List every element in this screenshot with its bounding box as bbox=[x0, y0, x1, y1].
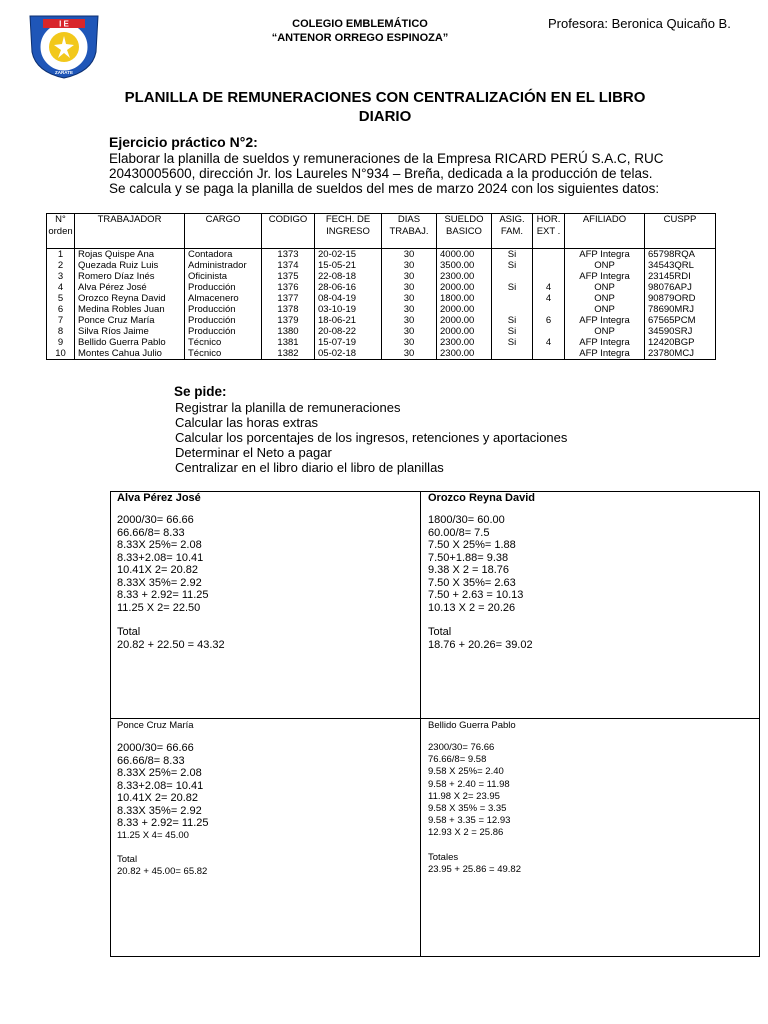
table-cell: Producción bbox=[185, 315, 262, 326]
table-cell: ONP bbox=[565, 293, 645, 304]
table-cell bbox=[533, 260, 565, 271]
table-row bbox=[47, 293, 716, 304]
table-cell: Contadora bbox=[185, 249, 262, 261]
table-cell: ONP bbox=[565, 260, 645, 271]
table-cell: 30 bbox=[382, 337, 437, 348]
calc-line: 8.33X 25%= 2.08 bbox=[117, 767, 202, 779]
table-cell: Si bbox=[492, 260, 533, 271]
table-cell: 23780MCJ bbox=[645, 348, 716, 360]
requirements-heading: Se pide: bbox=[174, 384, 227, 399]
column-header: CARGO bbox=[185, 214, 262, 249]
calc-worker-name: Alva Pérez José bbox=[117, 492, 201, 504]
table-cell: 4000.00 bbox=[437, 249, 492, 261]
table-row bbox=[47, 271, 716, 282]
calc-line: 7.50 X 35%= 2.63 bbox=[428, 576, 516, 589]
table-cell: Técnico bbox=[185, 348, 262, 360]
calc-line: 9.38 X 2 = 18.76 bbox=[428, 564, 510, 576]
column-header: ASIG. FAM. bbox=[492, 214, 533, 249]
table-cell: 98076APJ bbox=[645, 282, 716, 293]
table-cell bbox=[533, 348, 565, 360]
table-cell: 4 bbox=[47, 282, 75, 293]
table-cell: 1373 bbox=[262, 249, 315, 261]
grid-divider-horizontal bbox=[110, 718, 760, 719]
calc-line: 10.41X 2= 20.82 bbox=[117, 792, 199, 804]
table-cell: 67565PCM bbox=[645, 315, 716, 326]
table-cell: 1381 bbox=[262, 337, 315, 348]
column-header: SUELDO BASICO bbox=[437, 214, 492, 249]
exercise-line: Se calcula y se paga la planilla de sueldos del mes de marzo 2024 con los siguientes datos: bbox=[109, 181, 660, 196]
table-row bbox=[47, 304, 716, 315]
table-cell: ONP bbox=[565, 304, 645, 315]
table-cell: 10 bbox=[47, 348, 75, 360]
table-cell: 2000.00 bbox=[437, 315, 492, 326]
table-cell: 03-10-19 bbox=[315, 304, 382, 315]
table-cell: AFP Integra bbox=[565, 315, 645, 326]
table-cell: Si bbox=[492, 337, 533, 348]
table-cell: 23145RDI bbox=[645, 271, 716, 282]
table-cell: 30 bbox=[382, 304, 437, 315]
calc-box-bellido bbox=[428, 720, 521, 876]
calc-worker-name: Orozco Reyna David bbox=[428, 492, 535, 504]
calc-total-label: Total bbox=[117, 626, 141, 638]
calc-line: 8.33X 25%= 2.08 bbox=[117, 539, 202, 551]
table-cell: Medina Robles Juan bbox=[75, 304, 185, 315]
calc-line: 8.33 + 2.92= 11.25 bbox=[117, 817, 209, 829]
table-cell bbox=[492, 348, 533, 360]
school-logo bbox=[26, 12, 102, 80]
calc-line: 11.25 X 2= 22.50 bbox=[117, 601, 201, 614]
table-cell: 1378 bbox=[262, 304, 315, 315]
table-cell: Si bbox=[492, 249, 533, 261]
table-cell: 8 bbox=[47, 326, 75, 337]
column-header: TRABAJADOR bbox=[75, 214, 185, 249]
calc-line: 2000/30= 66.66 bbox=[117, 742, 194, 754]
table-cell: 20-08-22 bbox=[315, 326, 382, 337]
calc-line: 7.50+1.88= 9.38 bbox=[428, 551, 509, 564]
table-cell: Almacenero bbox=[185, 293, 262, 304]
calc-box-alva bbox=[117, 492, 225, 651]
calc-box-orozco bbox=[428, 492, 535, 651]
table-cell: 30 bbox=[382, 315, 437, 326]
calc-total: 20.82 + 22.50 = 43.32 bbox=[117, 638, 225, 651]
calc-line: 9.58 + 2.40 = 11.98 bbox=[428, 778, 510, 790]
table-cell: Administrador bbox=[185, 260, 262, 271]
table-cell: 1377 bbox=[262, 293, 315, 304]
table-cell: 2 bbox=[47, 260, 75, 271]
table-row bbox=[47, 282, 716, 293]
table-cell: Técnico bbox=[185, 337, 262, 348]
exercise-line: Elaborar la planilla de sueldos y remuneraciones de la Empresa RICARD PERÚ S.A.C, RUC bbox=[109, 151, 664, 166]
table-cell: 5 bbox=[47, 293, 75, 304]
exercise-heading: Ejercicio práctico N°2: bbox=[109, 134, 258, 150]
table-cell: 1379 bbox=[262, 315, 315, 326]
column-header: HOR. EXT . bbox=[533, 214, 565, 249]
table-cell: 2300.00 bbox=[437, 271, 492, 282]
calc-line: 11.25 X 4= 45.00 bbox=[117, 829, 189, 841]
table-cell: Montes Cahua Julio bbox=[75, 348, 185, 360]
table-cell: 1375 bbox=[262, 271, 315, 282]
calc-line: 9.58 X 25%= 2.40 bbox=[428, 766, 504, 778]
table-row bbox=[47, 348, 716, 360]
table-row bbox=[47, 249, 716, 261]
table-cell: 30 bbox=[382, 348, 437, 360]
column-header: FECH. DE INGRESO bbox=[315, 214, 382, 249]
table-cell: 30 bbox=[382, 249, 437, 261]
table-cell: 22-08-18 bbox=[315, 271, 382, 282]
calc-line: 7.50 + 2.63 = 10.13 bbox=[428, 589, 524, 601]
table-cell: 9 bbox=[47, 337, 75, 348]
table-cell: 1374 bbox=[262, 260, 315, 271]
column-header: AFILIADO bbox=[565, 214, 645, 249]
requirement-item: Centralizar en el libro diario el libro de planillas bbox=[175, 460, 444, 475]
table-cell: Producción bbox=[185, 304, 262, 315]
calc-line: 66.66/8= 8.33 bbox=[117, 754, 185, 767]
calc-line: 76.66/8= 9.58 bbox=[428, 754, 487, 766]
calc-line: 2000/30= 66.66 bbox=[117, 514, 194, 526]
table-row bbox=[47, 315, 716, 326]
calc-line: 60.00/8= 7.5 bbox=[428, 526, 490, 539]
table-cell: AFP Integra bbox=[565, 348, 645, 360]
calc-line: 11.98 X 2= 23.95 bbox=[428, 790, 500, 802]
table-cell: 34543QRL bbox=[645, 260, 716, 271]
table-cell: 2000.00 bbox=[437, 282, 492, 293]
table-cell: 30 bbox=[382, 326, 437, 337]
column-header: CODIGO bbox=[262, 214, 315, 249]
calc-total-label: Total bbox=[428, 626, 452, 638]
table-cell: Romero Díaz Inés bbox=[75, 271, 185, 282]
calc-worker-name: Ponce Cruz María bbox=[117, 720, 194, 731]
table-cell: 30 bbox=[382, 260, 437, 271]
table-cell: 3500.00 bbox=[437, 260, 492, 271]
school-heading bbox=[250, 17, 470, 45]
table-cell: Bellido Guerra Pablo bbox=[75, 337, 185, 348]
table-cell: 30 bbox=[382, 293, 437, 304]
table-cell: 4 bbox=[533, 337, 565, 348]
logo-letters: I E bbox=[59, 19, 69, 29]
payroll-table bbox=[46, 213, 716, 360]
calc-total-label: Total bbox=[117, 853, 138, 865]
table-cell: Producción bbox=[185, 282, 262, 293]
table-cell: Si bbox=[492, 326, 533, 337]
table-cell: 3 bbox=[47, 271, 75, 282]
calc-line: 1800/30= 60.00 bbox=[428, 514, 505, 526]
calc-total: 23.95 + 25.86 = 49.82 bbox=[428, 863, 521, 875]
table-cell: Oficinista bbox=[185, 271, 262, 282]
table-cell: 7 bbox=[47, 315, 75, 326]
calc-line: 10.13 X 2 = 20.26 bbox=[428, 601, 516, 614]
page-title: PLANILLA DE REMUNERACIONES CON CENTRALIZACIÓN EN EL LIBRO DIARIO bbox=[124, 89, 646, 125]
school-name: COLEGIO EMBLEMÁTICO bbox=[292, 18, 428, 30]
table-cell: 34590SRJ bbox=[645, 326, 716, 337]
requirement-item: Registrar la planilla de remuneraciones bbox=[175, 400, 401, 415]
table-cell: ONP bbox=[565, 326, 645, 337]
table-cell: 1 bbox=[47, 249, 75, 261]
calc-total: 20.82 + 45.00= 65.82 bbox=[117, 865, 208, 877]
table-cell: 1380 bbox=[262, 326, 315, 337]
table-cell: 6 bbox=[533, 315, 565, 326]
table-cell: AFP Integra bbox=[565, 249, 645, 261]
table-cell: 30 bbox=[382, 271, 437, 282]
table-cell: 15-07-19 bbox=[315, 337, 382, 348]
table-cell: 6 bbox=[47, 304, 75, 315]
table-cell bbox=[533, 304, 565, 315]
requirement-item: Calcular las horas extras bbox=[175, 415, 319, 430]
grid-divider-vertical bbox=[420, 491, 421, 957]
school-subname: “ANTENOR ORREGO ESPINOZA” bbox=[271, 32, 449, 44]
table-cell: 2000.00 bbox=[437, 326, 492, 337]
table-cell: 2300.00 bbox=[437, 348, 492, 360]
table-cell: 65798RQA bbox=[645, 249, 716, 261]
table-header-row bbox=[47, 214, 716, 249]
calc-worker-name: Bellido Guerra Pablo bbox=[428, 720, 516, 731]
table-cell: Si bbox=[492, 282, 533, 293]
calc-line: 66.66/8= 8.33 bbox=[117, 526, 185, 539]
table-cell: 12420BGP bbox=[645, 337, 716, 348]
table-cell: Quezada Ruiz Luis bbox=[75, 260, 185, 271]
table-cell bbox=[492, 271, 533, 282]
table-cell: Rojas Quispe Ana bbox=[75, 249, 185, 261]
calc-line: 8.33X 35%= 2.92 bbox=[117, 804, 202, 817]
calc-line: 2300/30= 76.66 bbox=[428, 742, 495, 753]
table-cell: 20-02-15 bbox=[315, 249, 382, 261]
column-header: N° orden bbox=[47, 214, 75, 249]
column-header: CUSPP bbox=[645, 214, 716, 249]
table-row bbox=[47, 337, 716, 348]
table-cell: AFP Integra bbox=[565, 271, 645, 282]
table-cell bbox=[533, 326, 565, 337]
table-row bbox=[47, 326, 716, 337]
calc-line: 8.33X 35%= 2.92 bbox=[117, 576, 202, 589]
table-cell: 78690MRJ bbox=[645, 304, 716, 315]
column-header: DIAS TRABAJ. bbox=[382, 214, 437, 249]
requirement-item: Determinar el Neto a pagar bbox=[175, 445, 332, 460]
table-cell: 90879ORD bbox=[645, 293, 716, 304]
table-cell: 2300.00 bbox=[437, 337, 492, 348]
calc-line: 9.58 + 3.35 = 12.93 bbox=[428, 815, 511, 827]
exercise-line: 20430005600, dirección Jr. los Laureles N°934 – Breña, dedicada a la producción de telas. bbox=[109, 166, 653, 181]
table-cell: 30 bbox=[382, 282, 437, 293]
teacher-name: Profesora: Beronica Quicaño B. bbox=[548, 16, 731, 31]
table-cell: Orozco Reyna David bbox=[75, 293, 185, 304]
table-cell: 18-06-21 bbox=[315, 315, 382, 326]
calc-line: 9.58 X 35% = 3.35 bbox=[428, 803, 507, 815]
table-cell: Silva Ríos Jaime bbox=[75, 326, 185, 337]
calc-line: 7.50 X 25%= 1.88 bbox=[428, 539, 516, 551]
calc-line: 12.93 X 2 = 25.86 bbox=[428, 827, 504, 839]
logo-place: ZARATE bbox=[55, 70, 73, 75]
table-cell: 1376 bbox=[262, 282, 315, 293]
table-cell: 1382 bbox=[262, 348, 315, 360]
table-cell bbox=[492, 304, 533, 315]
table-cell: Alva Pérez José bbox=[75, 282, 185, 293]
table-cell: 28-06-16 bbox=[315, 282, 382, 293]
table-cell: AFP Integra bbox=[565, 337, 645, 348]
table-cell: 05-02-18 bbox=[315, 348, 382, 360]
table-cell: 2000.00 bbox=[437, 304, 492, 315]
table-cell bbox=[533, 271, 565, 282]
requirement-item: Calcular los porcentajes de los ingresos, retenciones y aportaciones bbox=[175, 430, 568, 445]
table-cell: ONP bbox=[565, 282, 645, 293]
table-cell bbox=[492, 293, 533, 304]
calc-line: 10.41X 2= 20.82 bbox=[117, 564, 199, 576]
table-cell bbox=[533, 249, 565, 261]
table-cell: 1800.00 bbox=[437, 293, 492, 304]
table-cell: 4 bbox=[533, 282, 565, 293]
calc-line: 8.33+2.08= 10.41 bbox=[117, 779, 204, 792]
calc-box-ponce bbox=[117, 720, 209, 878]
calc-total-label: Totales bbox=[428, 851, 459, 863]
table-row bbox=[47, 260, 716, 271]
calc-line: 8.33+2.08= 10.41 bbox=[117, 551, 204, 564]
table-cell: Si bbox=[492, 315, 533, 326]
table-cell: 4 bbox=[533, 293, 565, 304]
calc-total: 18.76 + 20.26= 39.02 bbox=[428, 638, 533, 651]
table-cell: 15-05-21 bbox=[315, 260, 382, 271]
calc-line: 8.33 + 2.92= 11.25 bbox=[117, 589, 209, 601]
table-cell: Ponce Cruz María bbox=[75, 315, 185, 326]
table-cell: Producción bbox=[185, 326, 262, 337]
table-cell: 08-04-19 bbox=[315, 293, 382, 304]
